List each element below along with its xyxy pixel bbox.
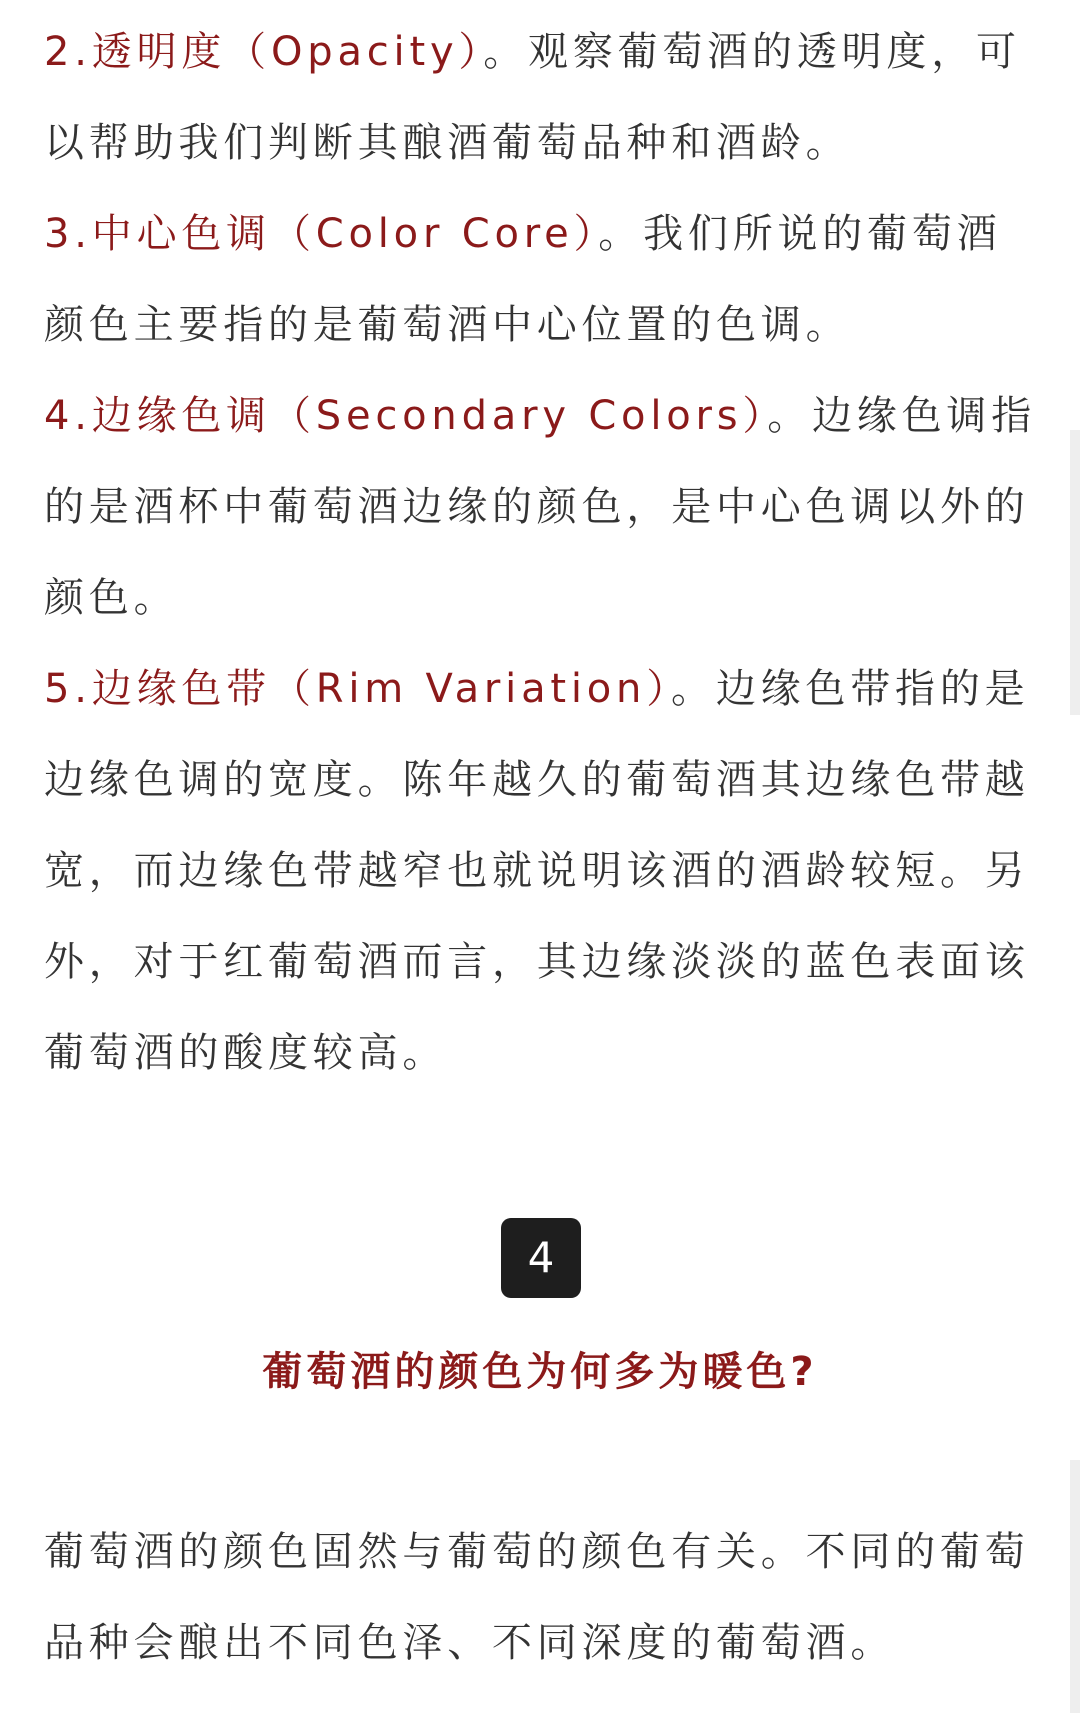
paragraph-text: 。观察葡萄酒的透明度，可以帮助我们判断其酿酒葡萄品种和酒龄。: [44, 29, 1021, 166]
paragraph-secondary-colors: [44, 371, 1044, 644]
scrollbar-track[interactable]: [1070, 430, 1080, 715]
term-secondary-colors: 4.边缘色调（Secondary Colors）: [44, 393, 768, 439]
term-rim-variation: 5.边缘色带（Rim Variation）: [44, 666, 672, 712]
section-number-badge: 4: [501, 1218, 581, 1298]
section-heading: 葡萄酒的颜色为何多为暖色?: [262, 1349, 818, 1395]
term-opacity: 2.透明度（Opacity）: [44, 29, 484, 75]
paragraph-color-core: [44, 189, 1044, 371]
intro-paragraph: 葡萄酒的颜色固然与葡萄的颜色有关。不同的葡萄品种会酿出不同色泽、不同深度的葡萄酒。: [44, 1529, 1030, 1666]
term-color-core: 3.中心色调（Color Core）: [44, 211, 599, 257]
paragraph-rim-variation: [44, 644, 1044, 1099]
paragraph-text: 。边缘色调指的是酒杯中葡萄酒边缘的颜色，是中心色调以外的颜色。: [44, 393, 1037, 621]
paragraph-opacity: [44, 7, 1044, 189]
scrollbar-track[interactable]: [1070, 1460, 1080, 1713]
paragraph-text: 。边缘色带指的是边缘色调的宽度。陈年越久的葡萄酒其边缘色带越宽，而边缘色带越窄也就说明该酒的酒龄较短。另外，对于红葡萄酒而言，其边缘淡淡的蓝色表面该葡萄酒的酸度较高。: [44, 666, 1030, 1076]
paragraph-text: 。我们所说的葡萄酒颜色主要指的是葡萄酒中心位置的色调。: [44, 211, 1002, 348]
